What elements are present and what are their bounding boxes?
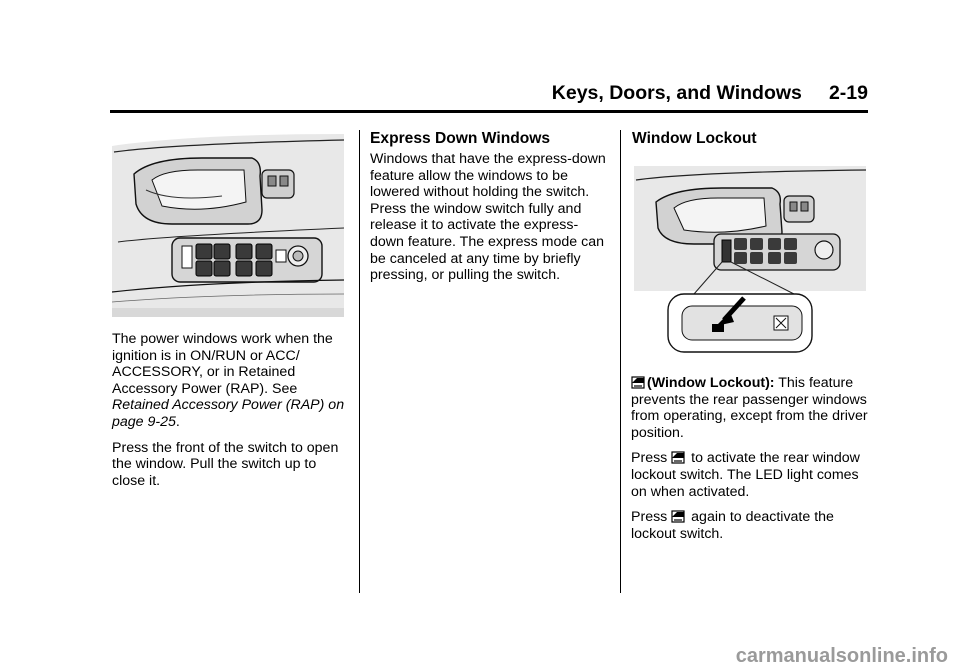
express-down-heading: Express Down Windows [370,130,551,147]
col1-paragraph-1: The power windows work when the ignition is in ON/RUN or ACC/ ACCESSORY, or in Retained Accessory Power (RAP). See Retained Accessory Power (RAP) on page 9-25. [112,331,345,430]
window-lockout-icon [671,510,685,523]
watermark: carmanualsonline.info [735,645,948,667]
column-divider-1 [359,130,360,593]
door-panel-illustration [112,132,344,317]
col3-paragraph-1: (Window Lockout): This feature prevents the rear passenger windows from operating, except from the driver position. [631,375,868,441]
col3-paragraph-2: Press to activate the rear window lockout switch. The LED light comes on when activated. [631,450,860,500]
column-divider-2 [620,130,621,593]
col1-paragraph-2: Press the front of the switch to open the window. Pull the switch up to close it. [112,439,339,489]
window-lockout-label: (Window Lockout): [647,375,775,391]
window-lockout-heading: Window Lockout [632,130,757,147]
window-lockout-icon [671,451,685,464]
col2-paragraph-1: Windows that have the express-down feature allow the windows to be lowered without holding the switch. Press the window switch fully and release it to activate the express-down feature. The express mode can be canceled at any time by briefly pressing, or pulling the switch. [370,151,606,284]
rap-reference-link[interactable]: Retained Accessory Power (RAP) on page 9-25 [112,397,345,430]
window-lockout-icon [631,376,645,389]
header-title: Keys, Doors, and Windows 2-19 [551,82,868,104]
lockout-switch-illustration [634,166,866,356]
page-header [110,82,868,113]
column-3 [631,375,871,551]
column-1 [112,331,352,498]
column-2 [370,151,610,293]
col3-paragraph-3: Press again to deactivate the lockout switch. [631,509,834,542]
